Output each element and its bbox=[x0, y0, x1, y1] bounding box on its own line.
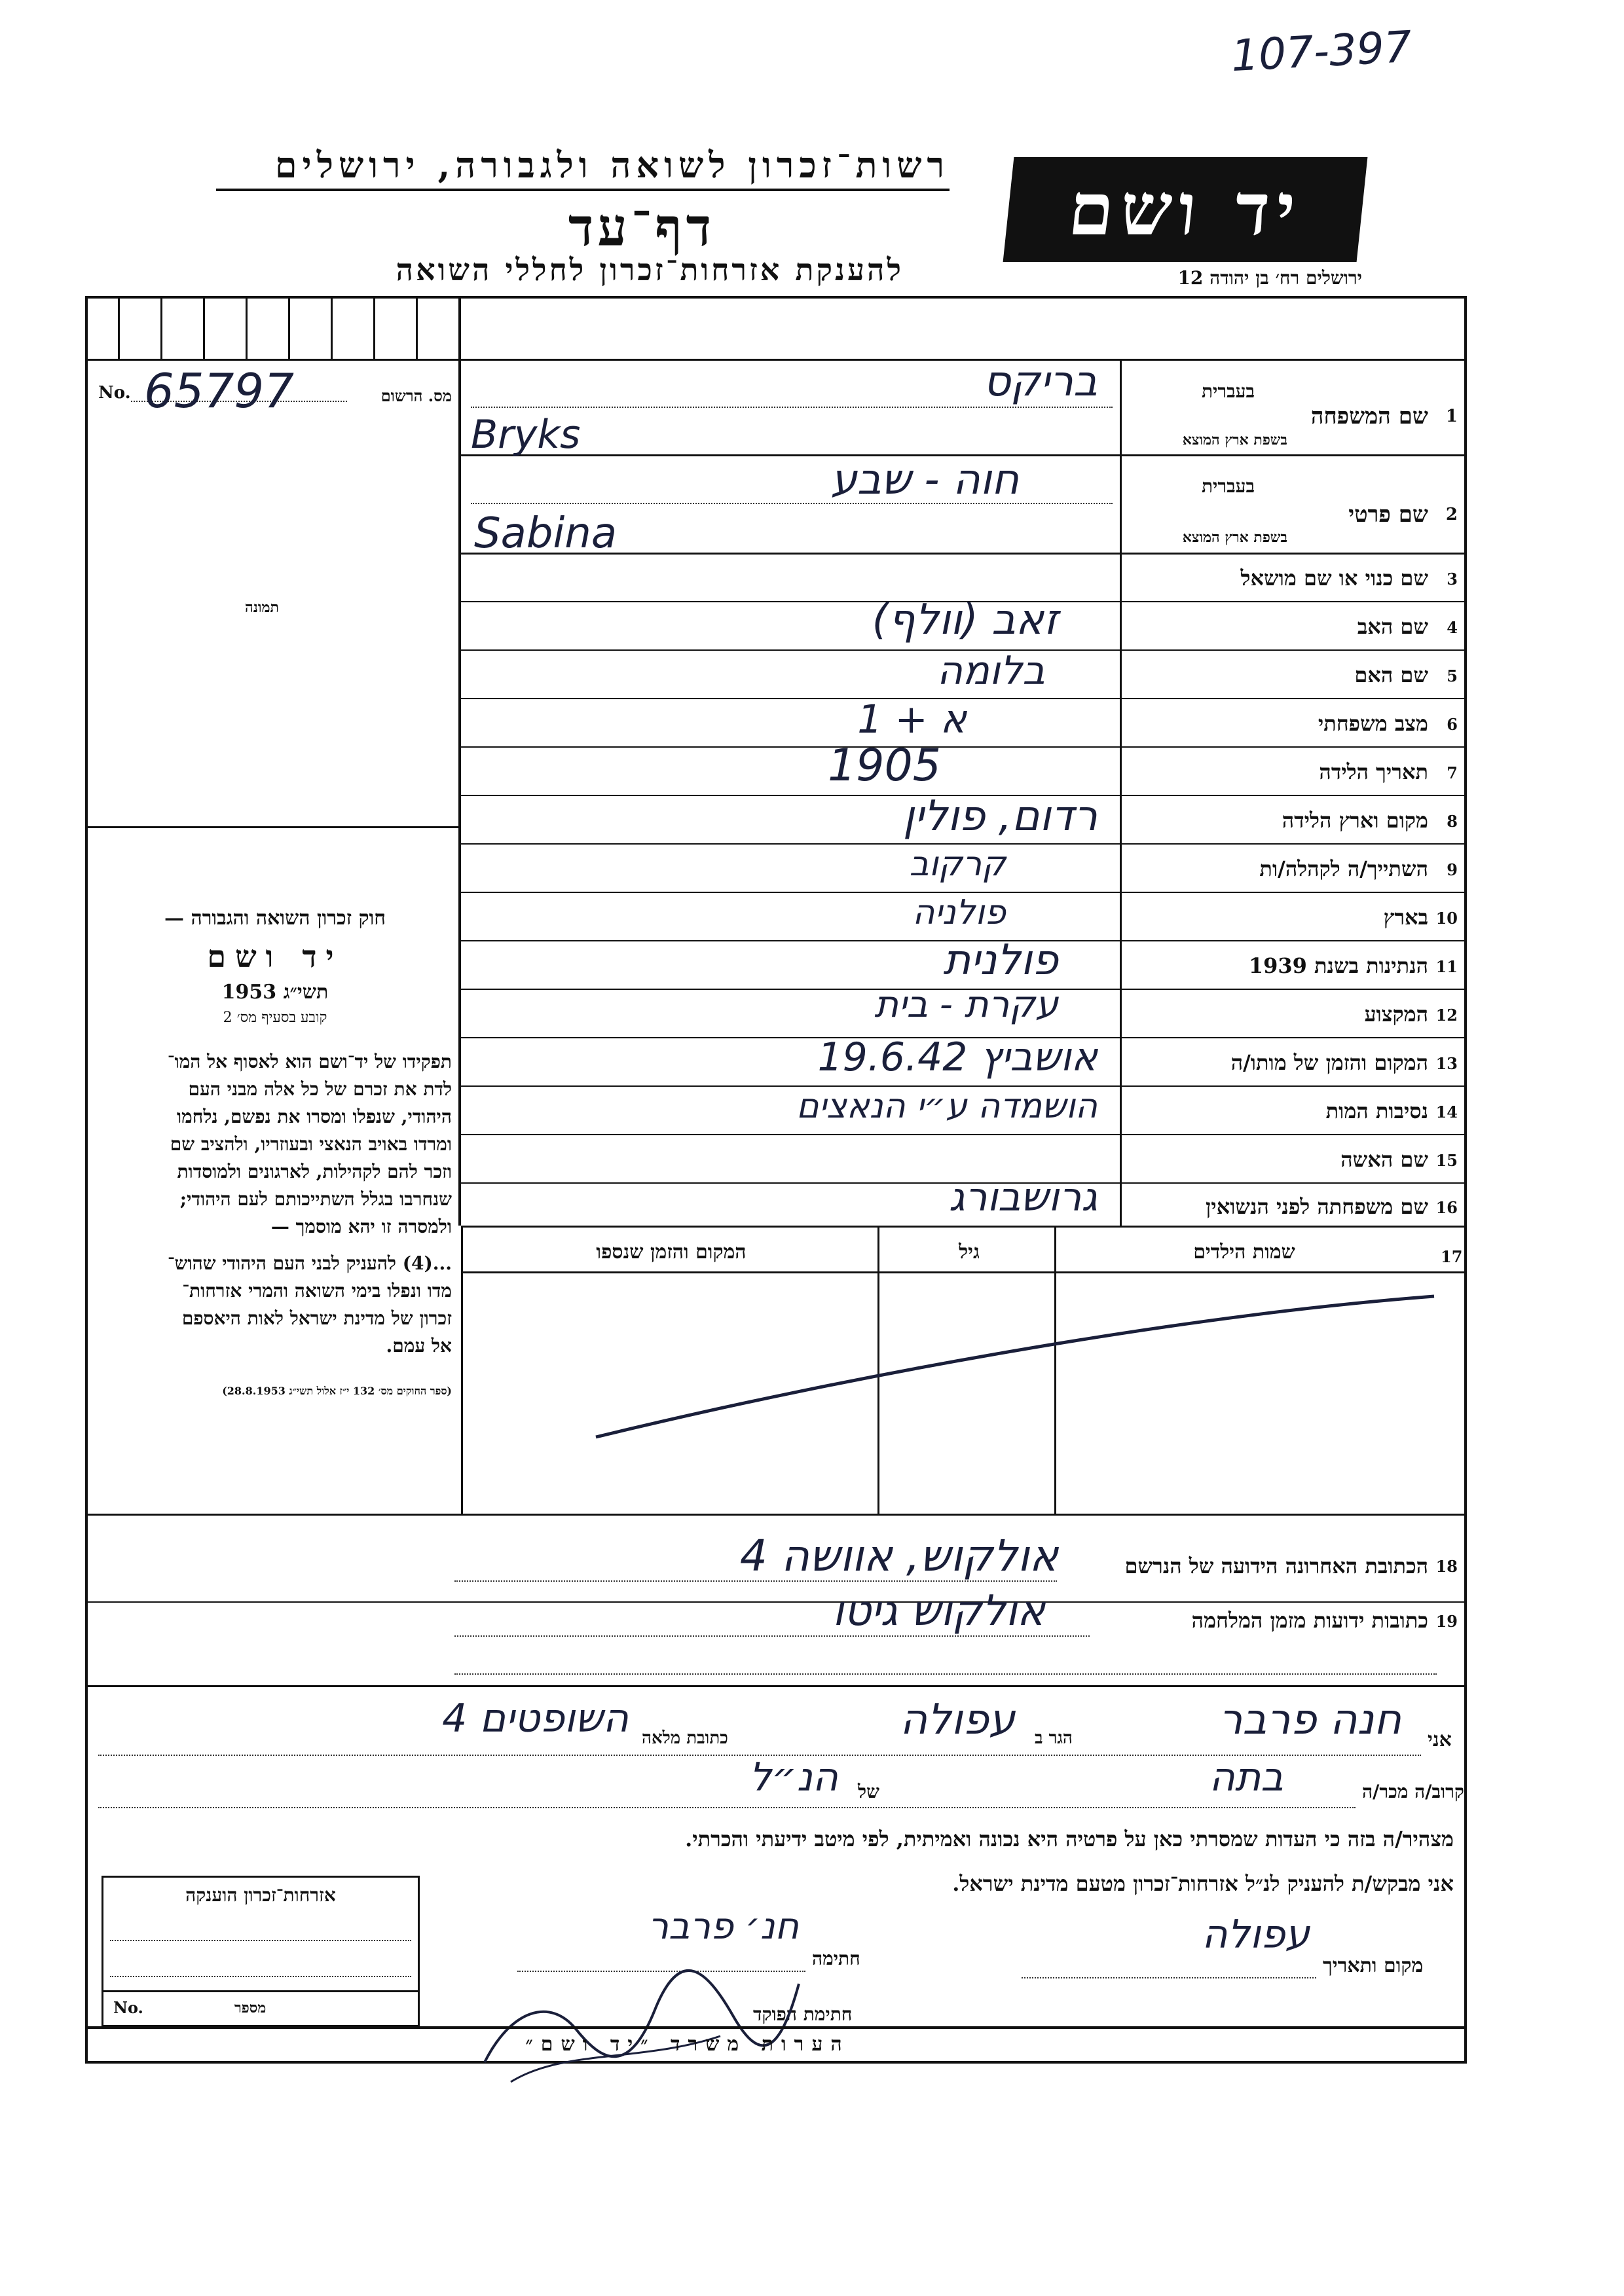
field-2-sub-origin: בשפת ארץ המוצא bbox=[1182, 529, 1287, 546]
field-14-num: 14 bbox=[1435, 1102, 1458, 1121]
field-1-value-hebrew: בריקס bbox=[983, 357, 1098, 406]
field-2-value-hebrew: חוה - שבע bbox=[830, 456, 1019, 504]
decl-ani: אני bbox=[1428, 1728, 1452, 1751]
citizenship-title: אזרחות־זכרון הוענקה bbox=[185, 1884, 336, 1906]
law-line: זכרון של מדינת ישראל לאות היאספם bbox=[181, 1307, 452, 1329]
field-row-2 bbox=[461, 456, 1464, 558]
field-18-value: אולקוש, אוושה 4 bbox=[739, 1531, 1058, 1581]
field-13-value: אושביץ 19.6.42 bbox=[817, 1034, 1098, 1080]
law-line: ומרדו באויב הנאצי ובעוזריו, ולהציב שם bbox=[170, 1133, 452, 1155]
field-3-label: שם כנוי או שם מושאל bbox=[1240, 566, 1428, 591]
field-row-14 bbox=[461, 1087, 1464, 1135]
decl-of-value: הנ״ל bbox=[749, 1755, 838, 1800]
law-line: היהודי, שנפלו ומסרו את נפשם, נלחמו bbox=[176, 1106, 452, 1127]
law-title: חוק זכרון השואה והגבורה — bbox=[164, 907, 386, 930]
law-footnote: (ספר החוקים מס׳ 132 י״ז אלול תשי״ג 28.8.1953) bbox=[222, 1385, 452, 1397]
field-12-num: 12 bbox=[1435, 1006, 1458, 1025]
field-15-label: שם האשה bbox=[1340, 1147, 1428, 1172]
field-18-label: הכתובת האחרונה הידועה של הנרשם bbox=[1124, 1554, 1428, 1578]
field-11-value: פולנית bbox=[943, 936, 1058, 985]
field-1-num: 1 bbox=[1445, 407, 1458, 426]
law-line: שנחרבו בגלל השתייכותם לעם היהודי; bbox=[179, 1188, 452, 1210]
law-line: לדת את זכרם של כל אלה מבני העם bbox=[188, 1078, 452, 1100]
field-1-sub-hebrew: בעברית bbox=[1201, 380, 1255, 402]
field-16-value: גרושבורג bbox=[948, 1175, 1098, 1220]
field-19-num: 19 bbox=[1435, 1612, 1458, 1631]
photo-label: תמונה bbox=[245, 599, 279, 616]
officer-signature-scribble bbox=[471, 1931, 812, 2102]
field-19-label: כתובות ידועות מזמן המלחמה bbox=[1191, 1608, 1428, 1633]
law-line: מדו ונפלו בימי השואה והמרי אזרחות־ bbox=[182, 1280, 452, 1302]
law-line: וזכר להם לקהילות, לארגונים ולמוסדות bbox=[177, 1161, 452, 1182]
field-row-8 bbox=[461, 792, 1464, 845]
law-line: ...(4) להעניק לבני העם היהודי שהוש־ bbox=[167, 1252, 452, 1274]
field-18-num: 18 bbox=[1435, 1557, 1458, 1576]
field-9-num: 9 bbox=[1447, 860, 1458, 879]
form-subtitle: להענקת אזרחות־זכרון לחללי השואה bbox=[396, 252, 904, 287]
decl-statement-1: מצהיר/ה בזה כי העדות שמסרתי כאן על פרטיה היא נכונה ואמיתית, לפי מיטב ידיעתי והכרתי. bbox=[685, 1827, 1454, 1851]
field-row-18 bbox=[88, 1518, 1464, 1603]
decl-signature-value: חנ׳ פרבר bbox=[648, 1905, 799, 1948]
field-2-value-origin: Sabina bbox=[474, 509, 618, 558]
field-7-value: 1905 bbox=[828, 740, 942, 792]
field-2-sub-hebrew: בעברית bbox=[1201, 475, 1255, 497]
field-1-label: שם המשפחה bbox=[1310, 403, 1428, 429]
field-13-num: 13 bbox=[1435, 1054, 1458, 1073]
archive-number: 107-397 bbox=[1230, 21, 1413, 82]
yad-vashem-logo bbox=[1003, 157, 1368, 262]
field-5-label: שם האם bbox=[1354, 663, 1428, 687]
field-10-value: פולניה bbox=[912, 893, 1006, 932]
field-8-label: מקום וארץ הלידה bbox=[1282, 808, 1428, 833]
law-line: ולמסרה זו יהא מוסמך — bbox=[270, 1216, 452, 1237]
field-row-10 bbox=[461, 893, 1464, 941]
children-header-age: גיל bbox=[959, 1241, 980, 1264]
field-4-value: זאב (וולף) bbox=[872, 596, 1058, 644]
children-cross-out bbox=[589, 1277, 1441, 1447]
field-12-label: המקצוע bbox=[1364, 1002, 1428, 1027]
logo-text: יד ושם bbox=[1064, 167, 1306, 251]
decl-signature-label: חתימה bbox=[812, 1948, 860, 1969]
decl-relation-value: בתה bbox=[1209, 1755, 1283, 1800]
form-title: דף־עד bbox=[568, 196, 716, 258]
field-row-12 bbox=[461, 983, 1464, 1038]
law-ref: קובע בסעיף מס׳ 2 bbox=[223, 1010, 327, 1026]
decl-of: של bbox=[858, 1781, 879, 1802]
field-2-label: שם פרטי bbox=[1348, 501, 1428, 528]
field-7-label: תאריך הלידה bbox=[1319, 759, 1428, 784]
children-num: 17 bbox=[1441, 1247, 1463, 1266]
citizenship-box bbox=[101, 1876, 420, 2027]
field-1-sub-origin: בשפת ארץ המוצא bbox=[1182, 431, 1287, 448]
decl-full-address: כתובת מלאה bbox=[642, 1728, 728, 1748]
field-19-value: אולקוש גיטו bbox=[832, 1587, 1045, 1635]
field-row-19 bbox=[88, 1587, 1464, 1681]
field-7-num: 7 bbox=[1447, 763, 1458, 782]
field-5-num: 5 bbox=[1447, 666, 1458, 685]
field-14-value: הושמדה ע״י הנאצים bbox=[796, 1087, 1098, 1126]
field-9-value: קרקוב bbox=[909, 845, 1006, 884]
field-8-value: רדום, פולין bbox=[902, 792, 1098, 841]
decl-name-value: חנה פרבר bbox=[1219, 1696, 1401, 1744]
field-row-16 bbox=[461, 1175, 1464, 1227]
field-2-num: 2 bbox=[1445, 505, 1458, 524]
field-13-label: המקום והזמן של מותו/ה bbox=[1230, 1050, 1428, 1075]
registration-label: מס. הרשום bbox=[380, 386, 452, 405]
field-row-9 bbox=[461, 845, 1464, 893]
field-8-num: 8 bbox=[1447, 812, 1458, 831]
registration-number: 65797 bbox=[144, 363, 295, 418]
field-1-value-origin: Bryks bbox=[471, 412, 581, 458]
field-11-num: 11 bbox=[1435, 957, 1458, 976]
decl-city-value: עפולה bbox=[900, 1696, 1015, 1744]
field-14-label: נסיבות המות bbox=[1325, 1099, 1428, 1123]
field-5-value: בלומה bbox=[936, 648, 1045, 694]
field-6-label: מצב משפחתי bbox=[1318, 711, 1428, 736]
field-row-4 bbox=[461, 596, 1464, 651]
field-row-5 bbox=[461, 648, 1464, 699]
decl-relative: קרוב/ה מכר/ה bbox=[1362, 1781, 1464, 1802]
field-16-label: שם משפחתה לפני הנשואין bbox=[1206, 1194, 1428, 1219]
children-header-names: שמות הילדים bbox=[1193, 1241, 1295, 1264]
field-12-value: עקרת - בית bbox=[874, 983, 1058, 1026]
field-15-num: 15 bbox=[1435, 1151, 1458, 1170]
citizenship-no: No. bbox=[113, 1998, 143, 2017]
field-6-value: א + 1 bbox=[857, 697, 967, 742]
decl-address-value: השופטים 4 bbox=[442, 1696, 629, 1741]
law-year: תשי״ג 1953 bbox=[221, 981, 329, 1004]
field-10-label: בארץ bbox=[1383, 905, 1428, 930]
decl-officer-label: חתימת הפוקד bbox=[753, 2003, 853, 2025]
law-panel bbox=[98, 907, 452, 1398]
field-row-7 bbox=[461, 740, 1464, 796]
notes-title: הערות משרד ״יד ושם״ bbox=[525, 2033, 850, 2056]
decl-place-date-label: מקום ותאריך bbox=[1323, 1954, 1424, 1977]
field-11-label: הנתינות בשנת 1939 bbox=[1248, 953, 1428, 978]
field-row-11 bbox=[461, 936, 1464, 990]
field-row-6 bbox=[461, 699, 1464, 748]
field-row-3 bbox=[461, 554, 1464, 602]
field-4-label: שם האב bbox=[1357, 614, 1428, 639]
law-name: יד ושם bbox=[207, 939, 343, 974]
field-3-num: 3 bbox=[1447, 570, 1458, 589]
field-4-num: 4 bbox=[1447, 618, 1458, 637]
logo-address: ירושלים רח׳ בן יהודה 12 bbox=[1177, 267, 1362, 289]
decl-place-value: עפולה bbox=[1202, 1912, 1310, 1958]
field-10-num: 10 bbox=[1435, 909, 1458, 928]
field-6-num: 6 bbox=[1447, 715, 1458, 734]
authority-line: רשות־זכרון לשואה ולגבורה, ירושלים bbox=[216, 144, 950, 191]
registration-no-label: No. bbox=[98, 383, 131, 403]
law-line: תפקידו של יד־ושם הוא לאסוף אל המו־ bbox=[167, 1051, 452, 1072]
children-header-place-time: המקום והזמן שנספו bbox=[596, 1241, 747, 1264]
field-row-1 bbox=[461, 357, 1464, 458]
field-16-num: 16 bbox=[1435, 1198, 1458, 1217]
citizenship-number-label: מספר bbox=[234, 1999, 267, 2016]
field-row-13 bbox=[461, 1034, 1464, 1087]
decl-resides: הגר ב bbox=[1035, 1728, 1073, 1748]
code-boxes bbox=[118, 298, 458, 359]
decl-statement-2: אני מבקש/ת להעניק לנ״ל אזרחות־זכרון מטעם מדינת ישראל. bbox=[952, 1871, 1454, 1896]
field-9-label: השתייך/ה לקהלה/ות bbox=[1259, 856, 1428, 881]
law-line: אל עמם. bbox=[386, 1335, 452, 1357]
